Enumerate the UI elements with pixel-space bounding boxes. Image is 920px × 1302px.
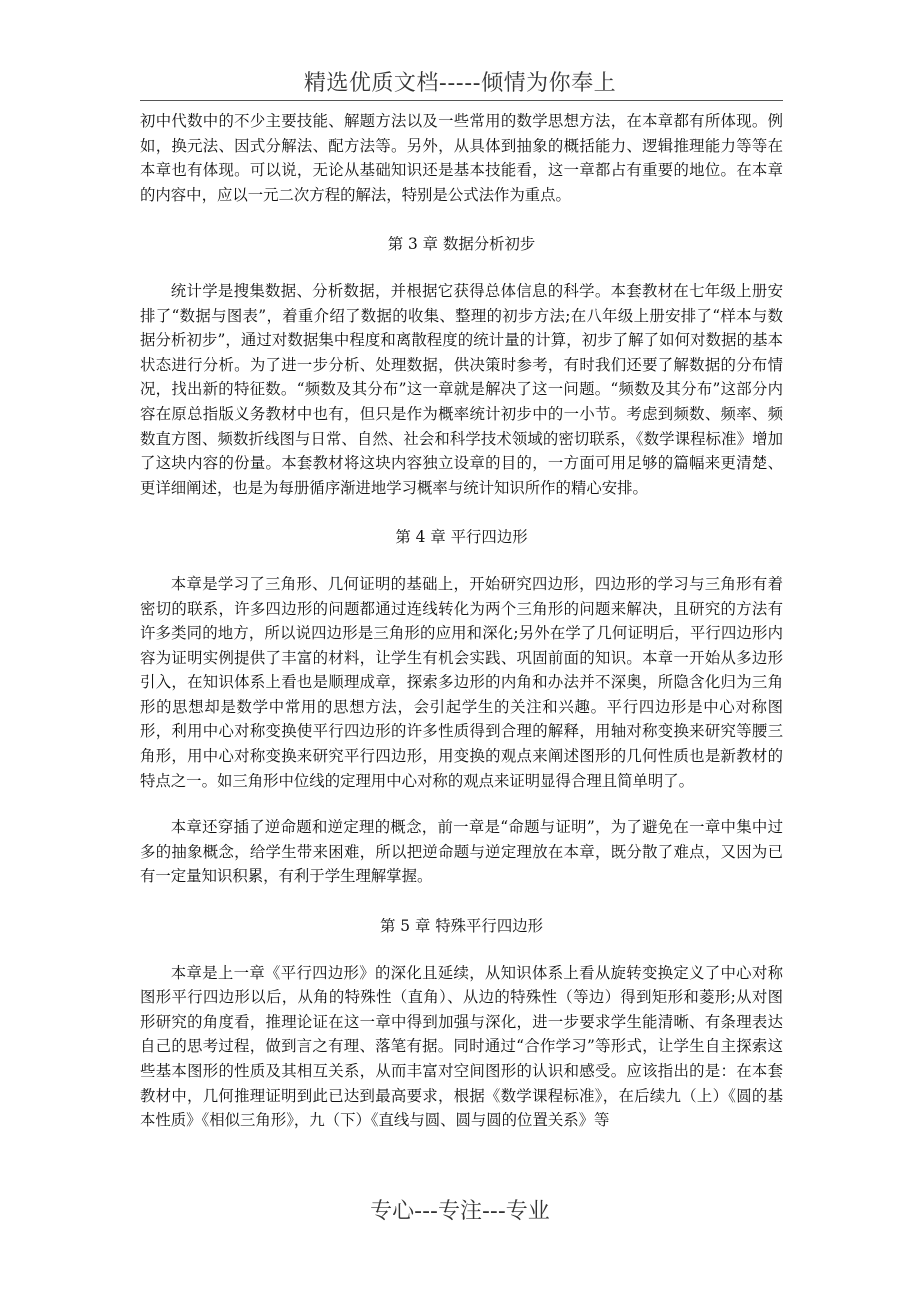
page-footer: 专心---专注---专业 bbox=[370, 1199, 550, 1224]
chapter-5-heading: 第 5 章 特殊平行四边形 bbox=[380, 917, 543, 936]
chapter-4-paragraph-1: 本章是学习了三角形、几何证明的基础上，开始研究四边形，四边形的学习与三角形有着密切的联系，许多四边形的问题都通过连线转化为两个三角形的问题来解决，且研究的方法有许多类同的地方，所以说四边形是三角形的应用和深化;另外在学了几何证明后，平行四边形内容为证明实例提供了丰富的材料，让学生有机会实践、巩固前面的知识。本章一开始从多边形引入，在知识体系上看也是顺理成章，探索多边形的内角和办法并不深奥，所隐含化归为三角形的思想却是数学中常用的思想方法，会引起学生的关注和兴趣。平行四边形是中心对称图形，利用中心对称变换使平行四边形的许多性质得到合理的解释，用轴对称变换来研究等腰三角形，用中心对称变换来研究平行四边形，用变换的观点来阐述图形的几何性质也是新教材的特点之一。如三角形中位线的定理用中心对称的观点来证明显得合理且简单明了。 bbox=[140, 574, 783, 790]
intro-paragraph: 初中代数中的不少主要技能、解题方法以及一些常用的数学思想方法，在本章都有所体现。例如，换元法、因式分解法、配方法等。另外，从具体到抽象的概括能力、逻辑推理能力等等在本章也有体现。可以说，无论从基础知识还是基本技能看，这一章都占有重要的地位。在本章的内容中，应以一元二次方程的解法，特别是公式法作为重点。 bbox=[140, 112, 783, 204]
chapter-3-heading: 第 3 章 数据分析初步 bbox=[387, 235, 536, 254]
document-body bbox=[140, 109, 783, 1133]
chapter-4-paragraph-2: 本章还穿插了逆命题和逆定理的概念，前一章是“命题与证明”，为了避免在一章中集中过多的抽象概念，给学生带来困难，所以把逆命题与逆定理放在本章，既分散了难点，又因为已有一定量知识积累，有利于学生理解掌握。 bbox=[140, 818, 783, 886]
chapter-3-paragraph: 统计学是搜集数据、分析数据，并根据它获得总体信息的科学。本套教材在七年级上册安排了“数据与图表”，着重介绍了数据的收集、整理的初步方法;在八年级上册安排了“样本与数据分析初步”，通过对数据集中程度和离散程度的统计量的计算，初步了解了如何对数据的基本状态进行分析。为了进一步分析、处理数据，供决策时参考，有时我们还要了解数据的分布情况，找出新的特征数。“频数及其分布”这一章就是解决了这一问题。“频数及其分布”这部分内容在原总指版义务教材中也有，但只是作为概率统计初步中的一小节。考虑到频数、频率、频数直方图、频数折线图与日常、自然、社会和科学技术领域的密切联系，《数学课程标准》增加了这块内容的份量。本套教材将这块内容独立设章的目的，一方面可用足够的篇幅来更清楚、更详细阐述，也是为每册循序渐进地学习概率与统计知识所作的精心安排。 bbox=[140, 281, 783, 497]
chapter-4-heading: 第 4 章 平行四边形 bbox=[395, 528, 528, 547]
chapter-5-paragraph: 本章是上一章《平行四边形》的深化且延续，从知识体系上看从旋转变换定义了中心对称图形平行四边形以后，从角的特殊性（直角）、从边的特殊性（等边）得到矩形和菱形;从对图形研究的角度看，推理论证在这一章中得到加强与深化，进一步要求学生能清晰、有条理表达自己的思考过程，做到言之有理、落笔有据。同时通过“合作学习”等形式，让学生自主探索这些基本图形的性质及其相互关系，从而丰富对空间图形的认识和感受。应该指出的是：在本套教材中，几何推理证明到此已达到最高要求，根据《数学课程标准》，在后续九（上）《圆的基本性质》《相似三角形》，九（下）《直线与圆、圆与圆的位置关系》等 bbox=[140, 963, 783, 1130]
header-divider bbox=[140, 100, 783, 101]
page-header-title: 精选优质文档-----倾情为你奉上 bbox=[303, 71, 617, 96]
